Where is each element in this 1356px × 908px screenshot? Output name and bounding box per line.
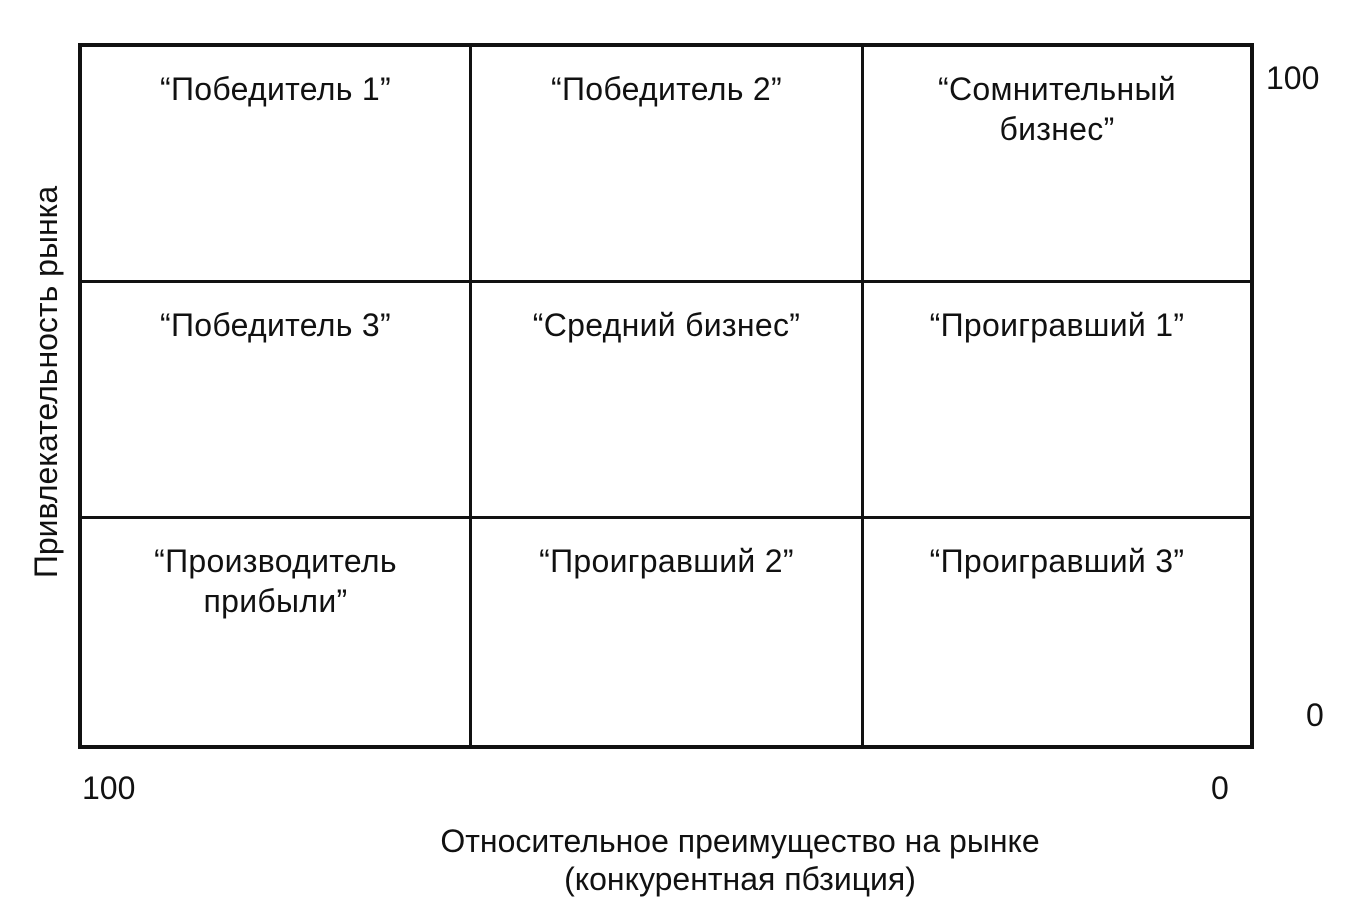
x-axis-left-label: 100 — [82, 770, 136, 806]
cell-label: “Производитель прибыли” — [154, 543, 397, 619]
y-axis-title: Привлекательность рынка — [28, 185, 64, 579]
cell-loser-3 — [864, 519, 1250, 745]
business-matrix — [78, 43, 1254, 749]
cell-label: “Проигравший 2” — [539, 543, 794, 579]
x-axis-right-label: 0 — [1211, 770, 1229, 806]
cell-label: “Победитель 3” — [160, 307, 391, 343]
cell-label: “Сомнительный бизнес” — [938, 71, 1176, 147]
x-axis-title — [240, 822, 1240, 898]
cell-label: “Средний бизнес” — [532, 307, 801, 343]
y-axis-min-label: 0 — [1306, 697, 1324, 733]
x-axis-title-line-1: Относительное преимущество на рынке — [440, 823, 1040, 859]
cell-loser-2 — [472, 519, 864, 745]
cell-profit-producer — [82, 519, 472, 745]
cell-winner-3 — [82, 283, 472, 519]
cell-winner-2 — [472, 47, 864, 283]
cell-average-business — [472, 283, 864, 519]
cell-label: “Победитель 2” — [551, 71, 782, 107]
x-axis-title-line-2: (конкурентная пбзиция) — [564, 861, 916, 897]
cell-label: “Проигравший 1” — [929, 307, 1185, 343]
cell-label: “Победитель 1” — [160, 71, 391, 107]
cell-loser-1 — [864, 283, 1250, 519]
y-axis-max-label: 100 — [1266, 60, 1320, 96]
cell-winner-1 — [82, 47, 472, 283]
cell-label: “Проигравший 3” — [929, 543, 1185, 579]
cell-questionable-business — [864, 47, 1250, 283]
